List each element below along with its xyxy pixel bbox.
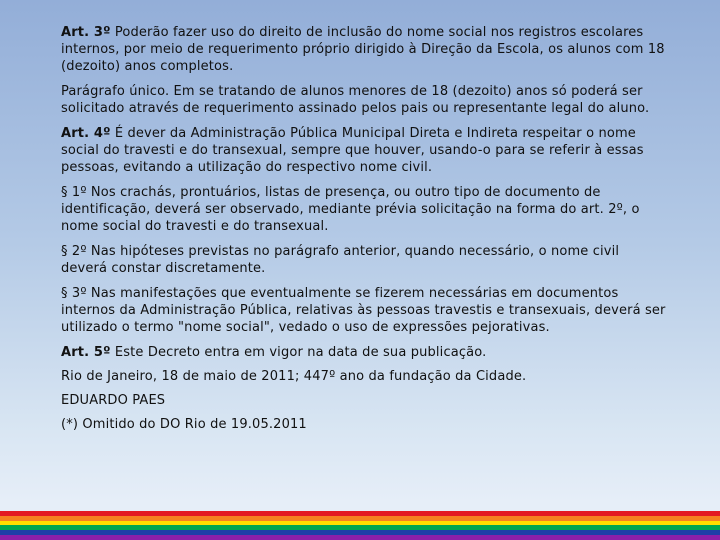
article-number: Art. 4º bbox=[61, 126, 111, 141]
footnote bbox=[61, 416, 666, 433]
paragraph-s3 bbox=[61, 285, 666, 336]
paragraph-text: Rio de Janeiro, 18 de maio de 2011; 447º ano da fundação da Cidade. bbox=[61, 369, 527, 384]
article-number: Art. 3º bbox=[61, 25, 111, 40]
paragraph-unico bbox=[61, 83, 666, 117]
paragraph-art-5 bbox=[61, 344, 666, 361]
date-line bbox=[61, 368, 666, 385]
paragraph-text: Poderão fazer uso do direito de inclusão do nome social nos registros escolares internos, por meio de requerimento próprio dirigido à Direção da Escola, os alunos com 18 (dezoito) anos completos. bbox=[61, 25, 665, 74]
article-number: Art. 5º bbox=[61, 345, 111, 360]
paragraph-text: Este Decreto entra em vigor na data de sua publicação. bbox=[110, 345, 487, 360]
paragraph-text: (*) Omitido do DO Rio de 19.05.2011 bbox=[61, 417, 307, 432]
document-body bbox=[61, 24, 666, 440]
paragraph-text: § 3º Nas manifestações que eventualmente se fizerem necessárias em documentos internos da Administração Pública, relativas às pessoas travestis e transexuais, deverá ser utilizado o termo "nome social", vedado o uso de expressões pejorativas. bbox=[61, 286, 666, 335]
paragraph-text: § 1º Nos crachás, prontuários, listas de presença, ou outro tipo de documento de identificação, deverá ser observado, mediante prévia solicitação na forma do art. 2º, o nome social do travesti e do transexual. bbox=[61, 185, 640, 234]
paragraph-text: § 2º Nas hipóteses previstas no parágrafo anterior, quando necessário, o nome civil deverá constar discretamente. bbox=[61, 244, 620, 276]
paragraph-art-3 bbox=[61, 24, 666, 75]
signature-name bbox=[61, 392, 666, 409]
paragraph-text: EDUARDO PAES bbox=[61, 393, 166, 408]
paragraph-text: Parágrafo único. Em se tratando de alunos menores de 18 (dezoito) anos só poderá ser solicitado através de requerimento assinado pelos pais ou representante legal do aluno. bbox=[61, 84, 650, 116]
rainbow-flag-band bbox=[0, 511, 720, 540]
rainbow-stripe-violet bbox=[0, 535, 720, 540]
paragraph-s2 bbox=[61, 243, 666, 277]
paragraph-s1 bbox=[61, 184, 666, 235]
paragraph-text: É dever da Administração Pública Municipal Direta e Indireta respeitar o nome social do travesti e do transexual, sempre que houver, usando-o para se referir à essas pessoas, evitando a utilização do respectivo nome civil. bbox=[61, 126, 644, 175]
paragraph-art-4 bbox=[61, 125, 666, 176]
